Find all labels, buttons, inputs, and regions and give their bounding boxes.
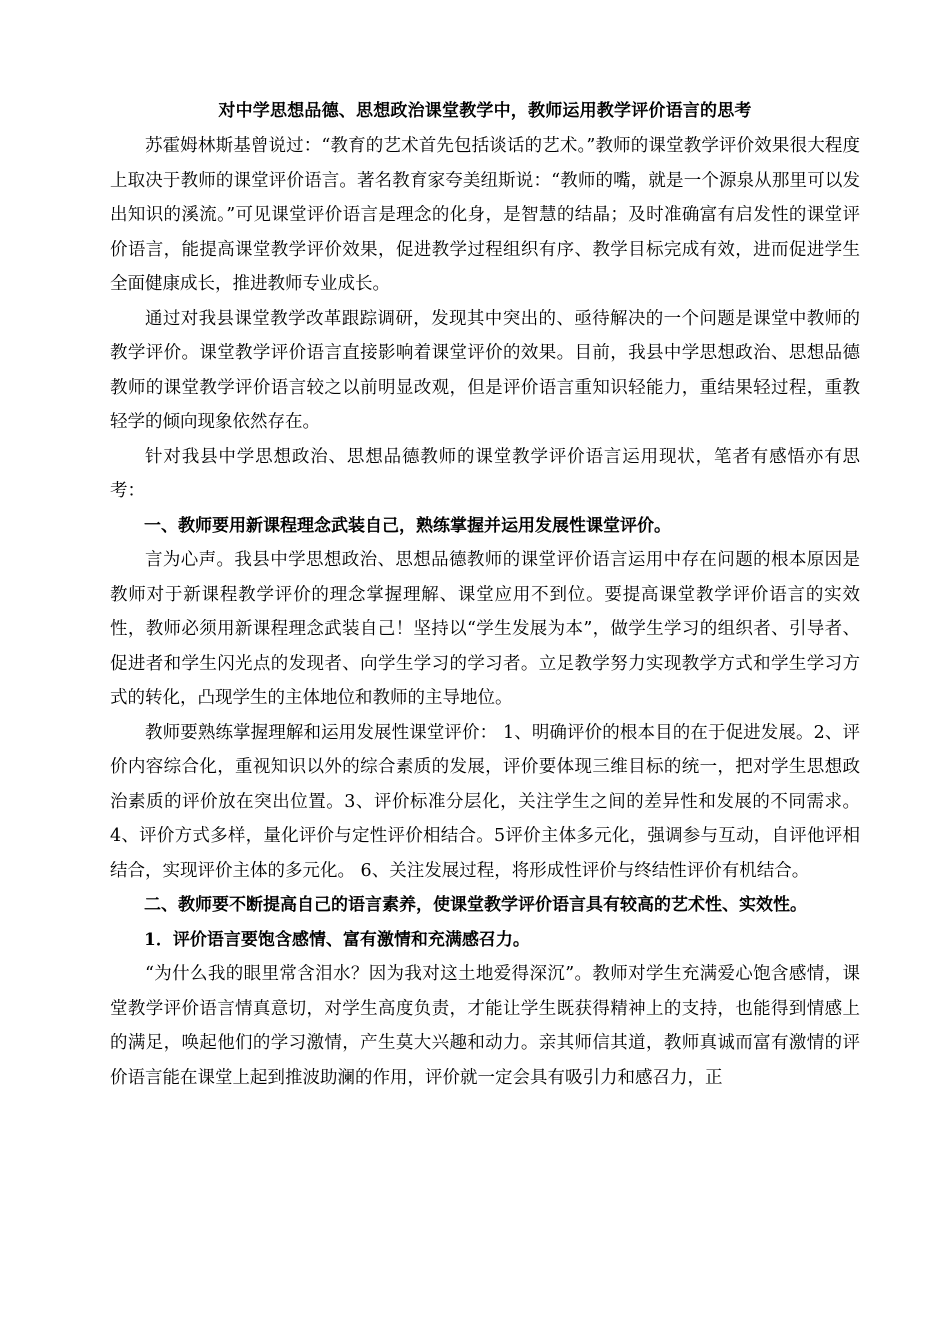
paragraph-section-1b: 教师要熟练掌握理解和运用发展性课堂评价： 1、明确评价的根本目的在于促进发展。2、评价内容综合化，重视知识以外的综合素质的发展，评价要体现三维目标的统一，把对学生思想政治素质的评价放在突出位置。3、评价标准分层化，关注学生之间的差异性和发展的不同需求。4、评价方式多样，量化评价与定性评价相结合。5评价主体多元化，强调参与互动，自评他评相结合，实现评价主体的多元化。 6、关注发展过程，将形成性评价与终结性评价有机结合。 bbox=[110, 722, 860, 881]
section-heading-1: 一、教师要用新课程理念武装自己，熟练掌握并运用发展性课堂评价。 bbox=[144, 515, 671, 536]
document-page bbox=[110, 100, 860, 1095]
paragraph-section-1a: 言为心声。我县中学思想政治、思想品德教师的课堂评价语言运用中存在问题的根本原因是教师对于新课程教学评价的理念掌握理解、课堂应用不到位。要提高课堂教学评价语言的实效性，教师必须用新课程理念武装自己！坚持以“学生发展为本”，做学生学习的组织者、引导者、促进者和学生闪光点的发现者、向学生学习的学习者。立足教学努力实现教学方式和学生学习方式的转化，凸现学生的主体地位和教师的主导地位。 bbox=[110, 550, 860, 708]
section-heading-2: 二、教师要不断提高自己的语言素养，使课堂教学评价语言具有较高的艺术性、实效性。 bbox=[144, 895, 807, 915]
document-title: 对中学思想品德、思想政治课堂教学中，教师运用教学评价语言的思考 bbox=[218, 101, 752, 121]
paragraph-survey: 通过对我县课堂教学改革跟踪调研，发现其中突出的、亟待解决的一个问题是课堂中教师的教学评价。课堂教学评价语言直接影响着课堂评价的效果。目前，我县中学思想政治、思想品德教师的课堂教学评价语言较之以前明显改观，但是评价语言重知识轻能力，重结果轻过程，重教轻学的倾向现象依然存在。 bbox=[110, 308, 860, 432]
paragraph-section-2-1: “为什么我的眼里常含泪水？因为我对这土地爱得深沉”。教师对学生充满爱心饱含感情，课堂教学评价语言情真意切，对学生高度负责，才能让学生既获得精神上的支持，也能得到情感上的满足，唤起他们的学习激情，产生莫大兴趣和动力。亲其师信其道，教师真诚而富有激情的评价语言能在课堂上起到推波助澜的作用，评价就一定会具有吸引力和感召力，正 bbox=[110, 964, 860, 1088]
subsection-heading-2-1: 1．评价语言要饱含感情、富有激情和充满感召力。 bbox=[144, 929, 530, 950]
paragraph-intro: 苏霍姆林斯基曾说过：“教育的艺术首先包括谈话的艺术。”教师的课堂教学评价效果很大程度上取决于教师的课堂评价语言。著名教育家夸美纽斯说：“教师的嘴，就是一个源泉从那里可以发出知识的溪流。”可见课堂评价语言是理念的化身，是智慧的结晶；及时准确富有启发性的课堂评价语言，能提高课堂教学评价效果，促进教学过程组织有序、教学目标完成有效，进而促进学生全面健康成长，推进教师专业成长。 bbox=[110, 136, 860, 294]
paragraph-reflection: 针对我县中学思想政治、思想品德教师的课堂教学评价语言运用现状，笔者有感悟亦有思考： bbox=[110, 446, 860, 501]
